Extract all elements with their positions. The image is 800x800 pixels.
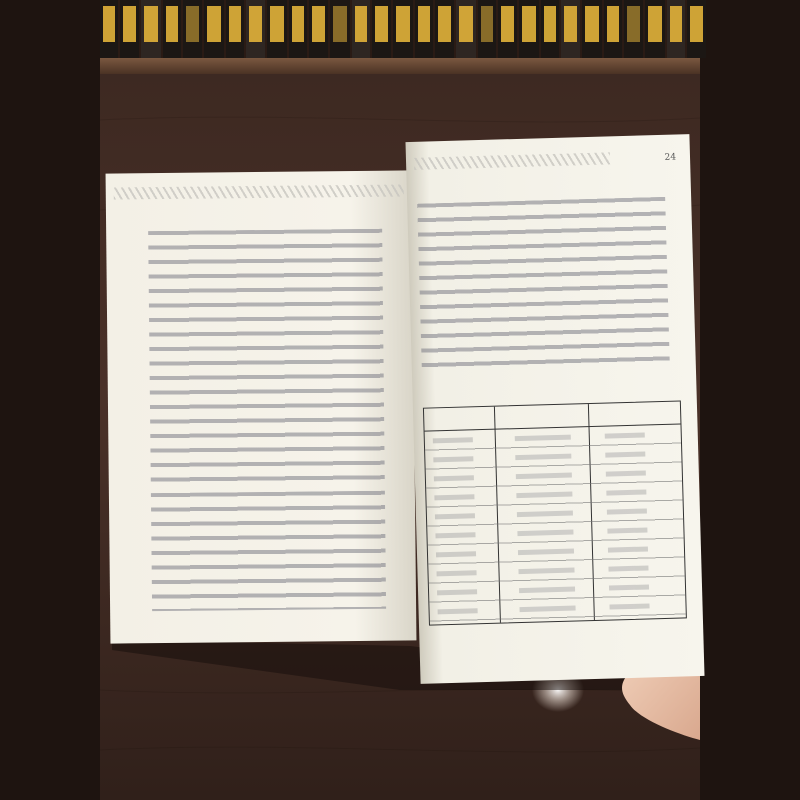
- book-spine-label: [564, 6, 577, 42]
- table-cell: [606, 470, 646, 476]
- table-cell: [436, 570, 476, 576]
- table-cell: [609, 603, 649, 609]
- table-cell: [607, 508, 647, 514]
- table-cell: [608, 546, 648, 552]
- table-cell: [608, 565, 648, 571]
- book-spine-label: [270, 6, 284, 42]
- book-spine-label: [459, 6, 473, 42]
- book-spine-label: [375, 6, 388, 42]
- table-cell: [438, 608, 478, 614]
- book-spine-label: [103, 6, 115, 42]
- book-spine-label: [670, 6, 682, 42]
- right-page-body-text: [417, 197, 670, 376]
- table-cell: [518, 568, 574, 575]
- right-book-page: [405, 134, 704, 684]
- book-spine-label: [229, 6, 241, 42]
- book-spine-label: [166, 6, 178, 42]
- table-cell: [520, 606, 576, 613]
- book-spine-label: [355, 6, 367, 42]
- book-spine-label: [144, 6, 158, 42]
- table-cell: [433, 437, 473, 443]
- book-spine-label: [396, 6, 410, 42]
- table-cell: [515, 454, 571, 461]
- table-cell: [519, 587, 575, 594]
- book-spine-label: [585, 6, 599, 42]
- table-cell: [437, 589, 477, 595]
- table-cell: [435, 513, 475, 519]
- book-spine-label: [690, 6, 703, 42]
- right-page-number: 24: [664, 152, 677, 163]
- table-cell: [434, 494, 474, 500]
- table-cell: [606, 489, 646, 495]
- table-cell: [435, 532, 475, 538]
- table-header-cell: [494, 404, 589, 429]
- table-body: [425, 425, 686, 625]
- table-cell: [515, 435, 571, 442]
- printed-table: [423, 400, 687, 625]
- book-spine-label: [123, 6, 136, 42]
- book-spine-label: [648, 6, 662, 42]
- book-spine-label: [522, 6, 536, 42]
- book-spine-label: [292, 6, 304, 42]
- ornamental-header-band: [114, 184, 404, 199]
- book-spine-label: [312, 6, 325, 42]
- left-page-body-text-2: [151, 491, 386, 611]
- book-spine-label: [501, 6, 514, 42]
- table-cell: [434, 475, 474, 481]
- book-spine-label: [481, 6, 493, 42]
- book-spine-label: [207, 6, 221, 42]
- table-cell: [433, 456, 473, 462]
- book-spine-label: [627, 6, 640, 42]
- book-spine-label: [249, 6, 262, 42]
- table-cell: [516, 492, 572, 499]
- ornamental-header-band: [414, 152, 610, 169]
- book-spine-label: [418, 6, 430, 42]
- left-book-page: [106, 170, 417, 643]
- table-cell: [436, 551, 476, 557]
- table-cell: [605, 451, 645, 457]
- table-cell: [609, 584, 649, 590]
- table-header-cell: [588, 402, 681, 427]
- right-dark-edge: [700, 0, 800, 800]
- left-page-body-text: [148, 229, 385, 489]
- book-spine-row: [100, 0, 706, 58]
- table-cell: [605, 433, 645, 439]
- book-spine-label: [544, 6, 556, 42]
- book-spine-label: [438, 6, 451, 42]
- book-spine-label: [333, 6, 347, 42]
- table-cell: [516, 473, 572, 480]
- book-spine-label: [186, 6, 199, 42]
- table-cell: [607, 527, 647, 533]
- table-cell: [517, 530, 573, 537]
- book-spine-label: [607, 6, 619, 42]
- shelf-edge: [100, 58, 700, 74]
- left-dark-edge: [0, 0, 100, 800]
- table-cell: [518, 549, 574, 556]
- table-cell: [517, 511, 573, 518]
- table-header-cell: [424, 407, 495, 431]
